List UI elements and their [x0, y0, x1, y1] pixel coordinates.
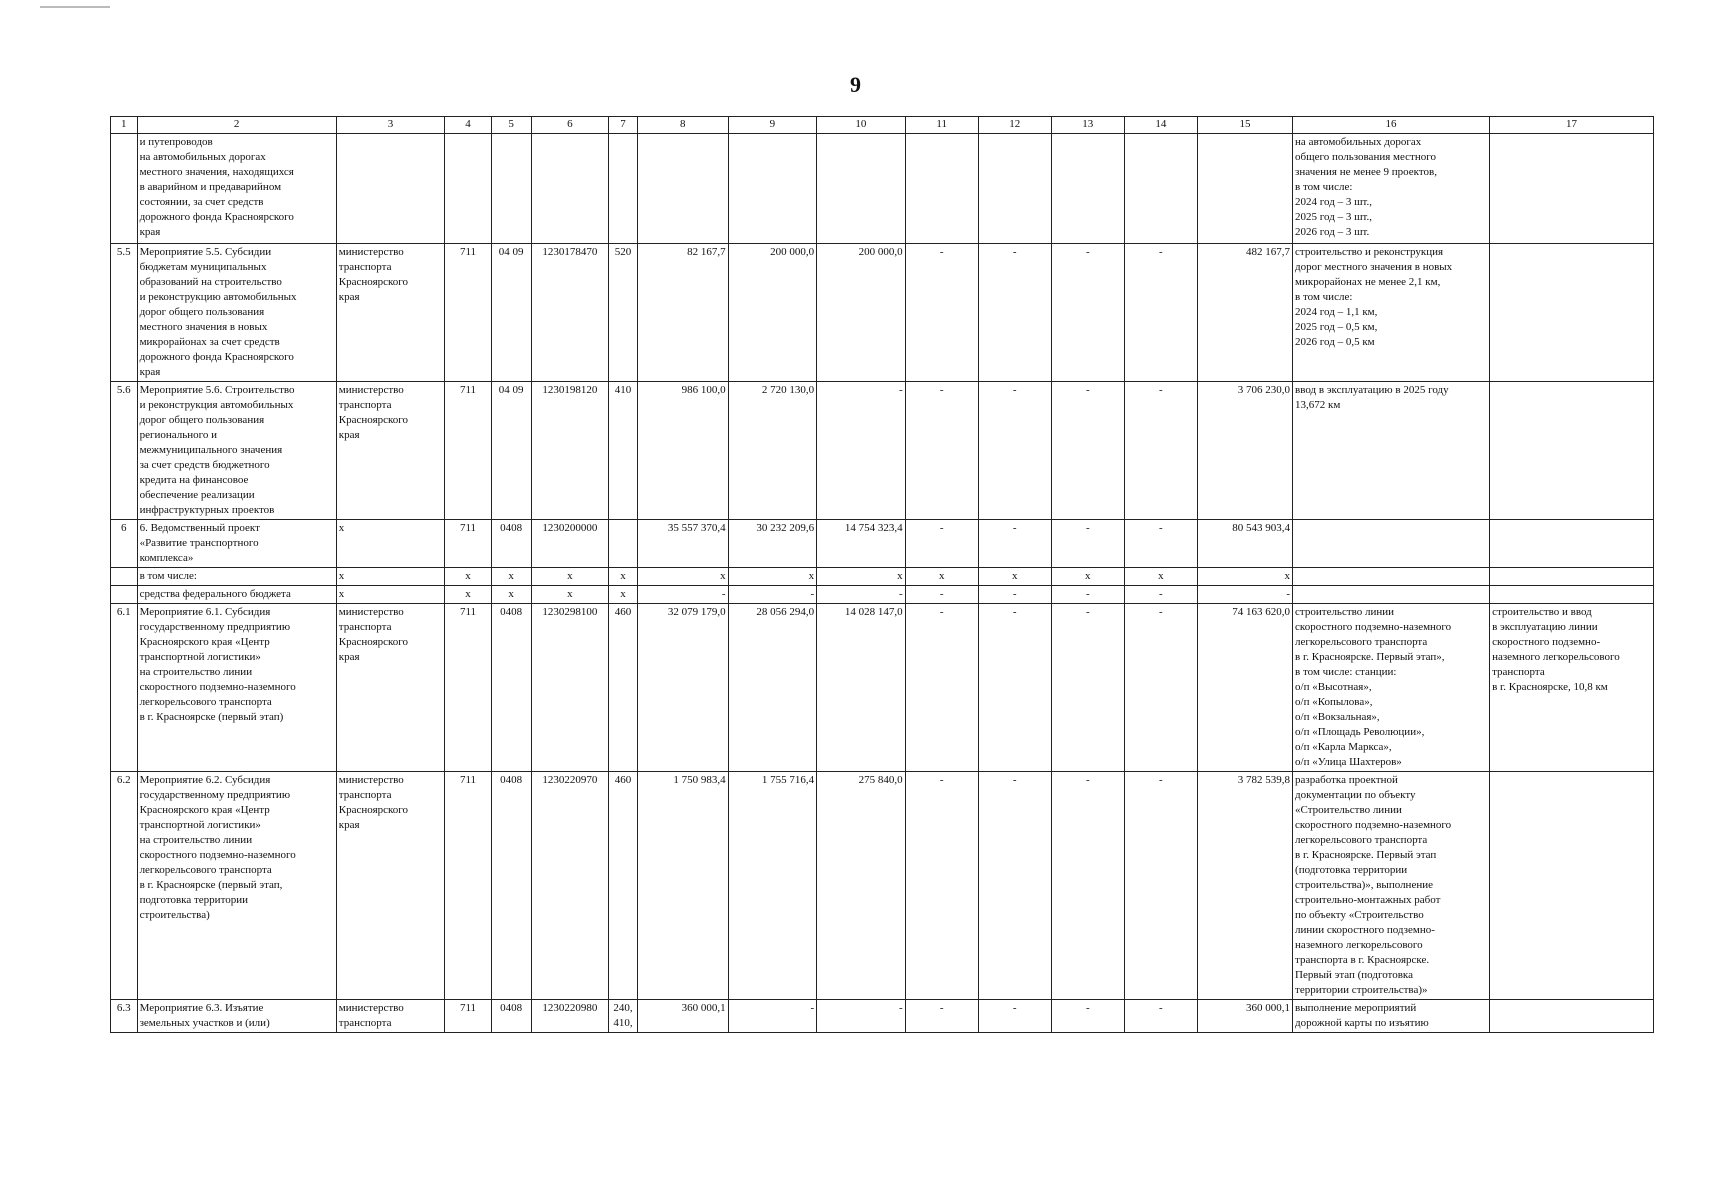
cell-col-10: 275 840,0	[817, 772, 906, 1000]
cell-col-2: Мероприятие 6.3. Изъятие земельных участков и (или)	[137, 1000, 336, 1033]
cell-col-12: х	[978, 568, 1051, 586]
cell-col-9: -	[728, 586, 817, 604]
cell-col-13	[1051, 134, 1124, 244]
cell-col-6: 1230200000	[531, 520, 608, 568]
cell-col-17	[1490, 568, 1654, 586]
cell-col-9	[728, 134, 817, 244]
column-header-7: 7	[609, 117, 638, 134]
cell-col-16: ввод в эксплуатацию в 2025 году 13,672 км	[1293, 382, 1490, 520]
column-header-15: 15	[1197, 117, 1292, 134]
cell-col-6: х	[531, 586, 608, 604]
cell-col-4: 711	[445, 382, 491, 520]
cell-col-8: 360 000,1	[637, 1000, 728, 1033]
cell-col-1: 6.1	[111, 604, 138, 772]
budget-table	[110, 116, 1654, 1033]
cell-col-4	[445, 134, 491, 244]
cell-col-14: -	[1124, 1000, 1197, 1033]
cell-col-2: Мероприятие 5.5. Субсидии бюджетам муниципальных образований на строительство и реконструкцию автомобильных дорог общего пользования местного значения в новых микрорайонах за счет средств дорожного фонда Красноярского края	[137, 244, 336, 382]
cell-col-12: -	[978, 586, 1051, 604]
cell-col-11: -	[905, 1000, 978, 1033]
cell-col-7	[609, 520, 638, 568]
cell-col-15: 360 000,1	[1197, 1000, 1292, 1033]
cell-col-5: х	[491, 586, 531, 604]
cell-col-7: 520	[609, 244, 638, 382]
column-header-4: 4	[445, 117, 491, 134]
cell-col-7: 460	[609, 604, 638, 772]
cell-col-10: х	[817, 568, 906, 586]
cell-col-12: -	[978, 604, 1051, 772]
cell-col-16: строительство и реконструкция дорог местного значения в новых микрорайонах не менее 2,1 км, в том числе: 2024 год – 1,1 км, 2025 год – 0,5 км, 2026 год – 0,5 км	[1293, 244, 1490, 382]
table-row	[111, 1000, 1654, 1033]
cell-col-7: 410	[609, 382, 638, 520]
cell-col-8: -	[637, 586, 728, 604]
cell-col-3: министерство транспорта Красноярского края	[336, 244, 444, 382]
cell-col-8: 82 167,7	[637, 244, 728, 382]
cell-col-3: министерство транспорта Красноярского края	[336, 604, 444, 772]
cell-col-3: х	[336, 586, 444, 604]
cell-col-9: 28 056 294,0	[728, 604, 817, 772]
cell-col-1: 6	[111, 520, 138, 568]
cell-col-10	[817, 134, 906, 244]
cell-col-1	[111, 134, 138, 244]
cell-col-14: -	[1124, 586, 1197, 604]
cell-col-16	[1293, 520, 1490, 568]
column-header-10: 10	[817, 117, 906, 134]
table-row	[111, 520, 1654, 568]
cell-col-1	[111, 586, 138, 604]
cell-col-7: 460	[609, 772, 638, 1000]
column-header-17: 17	[1490, 117, 1654, 134]
cell-col-14: -	[1124, 244, 1197, 382]
cell-col-16	[1293, 586, 1490, 604]
cell-col-16: строительство линии скоростного подземно-наземного легкорельсового транспорта в г. Красноярске. Первый этап», в том числе: станции: о/п «Высотная», о/п «Копылова», о/п «Вокзальная», о/п «Площадь Революции», о/п «Карла Маркса», о/п «Улица Шахтеров»	[1293, 604, 1490, 772]
cell-col-17	[1490, 382, 1654, 520]
cell-col-17	[1490, 520, 1654, 568]
cell-col-14	[1124, 134, 1197, 244]
cell-col-11: -	[905, 604, 978, 772]
table-row	[111, 604, 1654, 772]
cell-col-15: 74 163 620,0	[1197, 604, 1292, 772]
column-header-1: 1	[111, 117, 138, 134]
cell-col-2: 6. Ведомственный проект «Развитие транспортного комплекса»	[137, 520, 336, 568]
cell-col-14: х	[1124, 568, 1197, 586]
cell-col-6: 1230220970	[531, 772, 608, 1000]
cell-col-13: -	[1051, 244, 1124, 382]
column-header-11: 11	[905, 117, 978, 134]
cell-col-11: -	[905, 772, 978, 1000]
cell-col-12	[978, 134, 1051, 244]
cell-col-8: 1 750 983,4	[637, 772, 728, 1000]
table-row	[111, 134, 1654, 244]
cell-col-5: 04 09	[491, 244, 531, 382]
column-header-12: 12	[978, 117, 1051, 134]
cell-col-12: -	[978, 382, 1051, 520]
column-header-16: 16	[1293, 117, 1490, 134]
cell-col-5: 0408	[491, 520, 531, 568]
cell-col-13: -	[1051, 520, 1124, 568]
cell-col-13: х	[1051, 568, 1124, 586]
cell-col-7: 240, 410,	[609, 1000, 638, 1033]
cell-col-17	[1490, 772, 1654, 1000]
cell-col-13: -	[1051, 604, 1124, 772]
cell-col-12: -	[978, 520, 1051, 568]
cell-col-9: х	[728, 568, 817, 586]
cell-col-6: 1230298100	[531, 604, 608, 772]
cell-col-5: 04 09	[491, 382, 531, 520]
cell-col-2: Мероприятие 5.6. Строительство и реконструкция автомобильных дорог общего пользования регионального и межмуниципального значения за счет средств бюджетного кредита на финансовое обеспечение реализации инфраструктурных проектов	[137, 382, 336, 520]
table-row	[111, 772, 1654, 1000]
cell-col-10: -	[817, 382, 906, 520]
cell-col-15: х	[1197, 568, 1292, 586]
cell-col-5: 0408	[491, 1000, 531, 1033]
cell-col-1	[111, 568, 138, 586]
cell-col-14: -	[1124, 520, 1197, 568]
cell-col-15: 482 167,7	[1197, 244, 1292, 382]
cell-col-5	[491, 134, 531, 244]
cell-col-11	[905, 134, 978, 244]
cell-col-2: Мероприятие 6.2. Субсидия государственному предприятию Красноярского края «Центр транспортной логистики» на строительство линии скоростного подземно-наземного легкорельсового транспорта в г. Красноярске (первый этап, подготовка территории строительства)	[137, 772, 336, 1000]
cell-col-4: 711	[445, 772, 491, 1000]
cell-col-13: -	[1051, 382, 1124, 520]
column-header-14: 14	[1124, 117, 1197, 134]
cell-col-17	[1490, 1000, 1654, 1033]
cell-col-7	[609, 134, 638, 244]
column-header-3: 3	[336, 117, 444, 134]
cell-col-11: х	[905, 568, 978, 586]
cell-col-4: х	[445, 568, 491, 586]
cell-col-11: -	[905, 586, 978, 604]
cell-col-17: строительство и ввод в эксплуатацию линии скоростного подземно- наземного легкорельсового транспорта в г. Красноярске, 10,8 км	[1490, 604, 1654, 772]
cell-col-12: -	[978, 244, 1051, 382]
cell-col-5: 0408	[491, 604, 531, 772]
column-header-13: 13	[1051, 117, 1124, 134]
cell-col-7: х	[609, 568, 638, 586]
table-row	[111, 568, 1654, 586]
column-header-2: 2	[137, 117, 336, 134]
cell-col-14: -	[1124, 382, 1197, 520]
cell-col-2: Мероприятие 6.1. Субсидия государственному предприятию Красноярского края «Центр транспортной логистики» на строительство линии скоростного подземно-наземного легкорельсового транспорта в г. Красноярске (первый этап)	[137, 604, 336, 772]
cell-col-12: -	[978, 772, 1051, 1000]
cell-col-10: 14 754 323,4	[817, 520, 906, 568]
scan-mark	[40, 6, 110, 8]
cell-col-16	[1293, 568, 1490, 586]
cell-col-15	[1197, 134, 1292, 244]
column-header-5: 5	[491, 117, 531, 134]
cell-col-17	[1490, 586, 1654, 604]
cell-col-9: 1 755 716,4	[728, 772, 817, 1000]
cell-col-8: 32 079 179,0	[637, 604, 728, 772]
cell-col-6: 1230178470	[531, 244, 608, 382]
cell-col-15: 3 706 230,0	[1197, 382, 1292, 520]
cell-col-6: х	[531, 568, 608, 586]
cell-col-10: 14 028 147,0	[817, 604, 906, 772]
table-row	[111, 586, 1654, 604]
cell-col-17	[1490, 244, 1654, 382]
cell-col-7: х	[609, 586, 638, 604]
cell-col-16: на автомобильных дорогах общего пользования местного значения не менее 9 проектов, в том числе: 2024 год – 3 шт., 2025 год – 3 шт., 2026 год – 3 шт.	[1293, 134, 1490, 244]
cell-col-1: 5.5	[111, 244, 138, 382]
cell-col-9: 200 000,0	[728, 244, 817, 382]
cell-col-3: х	[336, 568, 444, 586]
cell-col-1: 5.6	[111, 382, 138, 520]
cell-col-4: 711	[445, 1000, 491, 1033]
cell-col-2: и путепроводов на автомобильных дорогах местного значения, находящихся в аварийном и предаварийном состоянии, за счет средств дорожного фонда Красноярского края	[137, 134, 336, 244]
cell-col-6: 1230198120	[531, 382, 608, 520]
cell-col-8: 986 100,0	[637, 382, 728, 520]
cell-col-9: 30 232 209,6	[728, 520, 817, 568]
cell-col-1: 6.3	[111, 1000, 138, 1033]
cell-col-15: 80 543 903,4	[1197, 520, 1292, 568]
cell-col-16: разработка проектной документации по объекту «Строительство линии скоростного подземно-наземного легкорельсового транспорта в г. Красноярске. Первый этап (подготовка территории строительства)», выполнение строительно-монтажных работ по объекту «Строительство линии скоростного подземно- наземного легкорельсового транспорта в г. Красноярске. Первый этап (подготовка территории строительства)»	[1293, 772, 1490, 1000]
cell-col-11: -	[905, 520, 978, 568]
table-row	[111, 244, 1654, 382]
cell-col-15: 3 782 539,8	[1197, 772, 1292, 1000]
cell-col-2: в том числе:	[137, 568, 336, 586]
cell-col-14: -	[1124, 604, 1197, 772]
column-header-9: 9	[728, 117, 817, 134]
cell-col-4: х	[445, 586, 491, 604]
cell-col-4: 711	[445, 520, 491, 568]
cell-col-13: -	[1051, 1000, 1124, 1033]
cell-col-9: 2 720 130,0	[728, 382, 817, 520]
cell-col-14: -	[1124, 772, 1197, 1000]
cell-col-9: -	[728, 1000, 817, 1033]
cell-col-6	[531, 134, 608, 244]
cell-col-11: -	[905, 244, 978, 382]
cell-col-4: 711	[445, 604, 491, 772]
cell-col-5: 0408	[491, 772, 531, 1000]
cell-col-4: 711	[445, 244, 491, 382]
column-header-8: 8	[637, 117, 728, 134]
cell-col-3: министерство транспорта Красноярского края	[336, 382, 444, 520]
cell-col-3: министерство транспорта Красноярского края	[336, 772, 444, 1000]
cell-col-3	[336, 134, 444, 244]
cell-col-5: х	[491, 568, 531, 586]
cell-col-16: выполнение мероприятий дорожной карты по изъятию	[1293, 1000, 1490, 1033]
cell-col-11: -	[905, 382, 978, 520]
cell-col-10: -	[817, 1000, 906, 1033]
header-row	[111, 117, 1654, 134]
cell-col-12: -	[978, 1000, 1051, 1033]
cell-col-15: -	[1197, 586, 1292, 604]
cell-col-10: 200 000,0	[817, 244, 906, 382]
cell-col-13: -	[1051, 586, 1124, 604]
cell-col-8: 35 557 370,4	[637, 520, 728, 568]
table-body	[111, 134, 1654, 1033]
column-header-6: 6	[531, 117, 608, 134]
cell-col-13: -	[1051, 772, 1124, 1000]
cell-col-3: х	[336, 520, 444, 568]
cell-col-1: 6.2	[111, 772, 138, 1000]
cell-col-3: министерство транспорта	[336, 1000, 444, 1033]
cell-col-6: 1230220980	[531, 1000, 608, 1033]
cell-col-8	[637, 134, 728, 244]
table-row	[111, 382, 1654, 520]
cell-col-8: х	[637, 568, 728, 586]
cell-col-17	[1490, 134, 1654, 244]
cell-col-2: средства федерального бюджета	[137, 586, 336, 604]
page-number: 9	[850, 72, 861, 97]
cell-col-10: -	[817, 586, 906, 604]
